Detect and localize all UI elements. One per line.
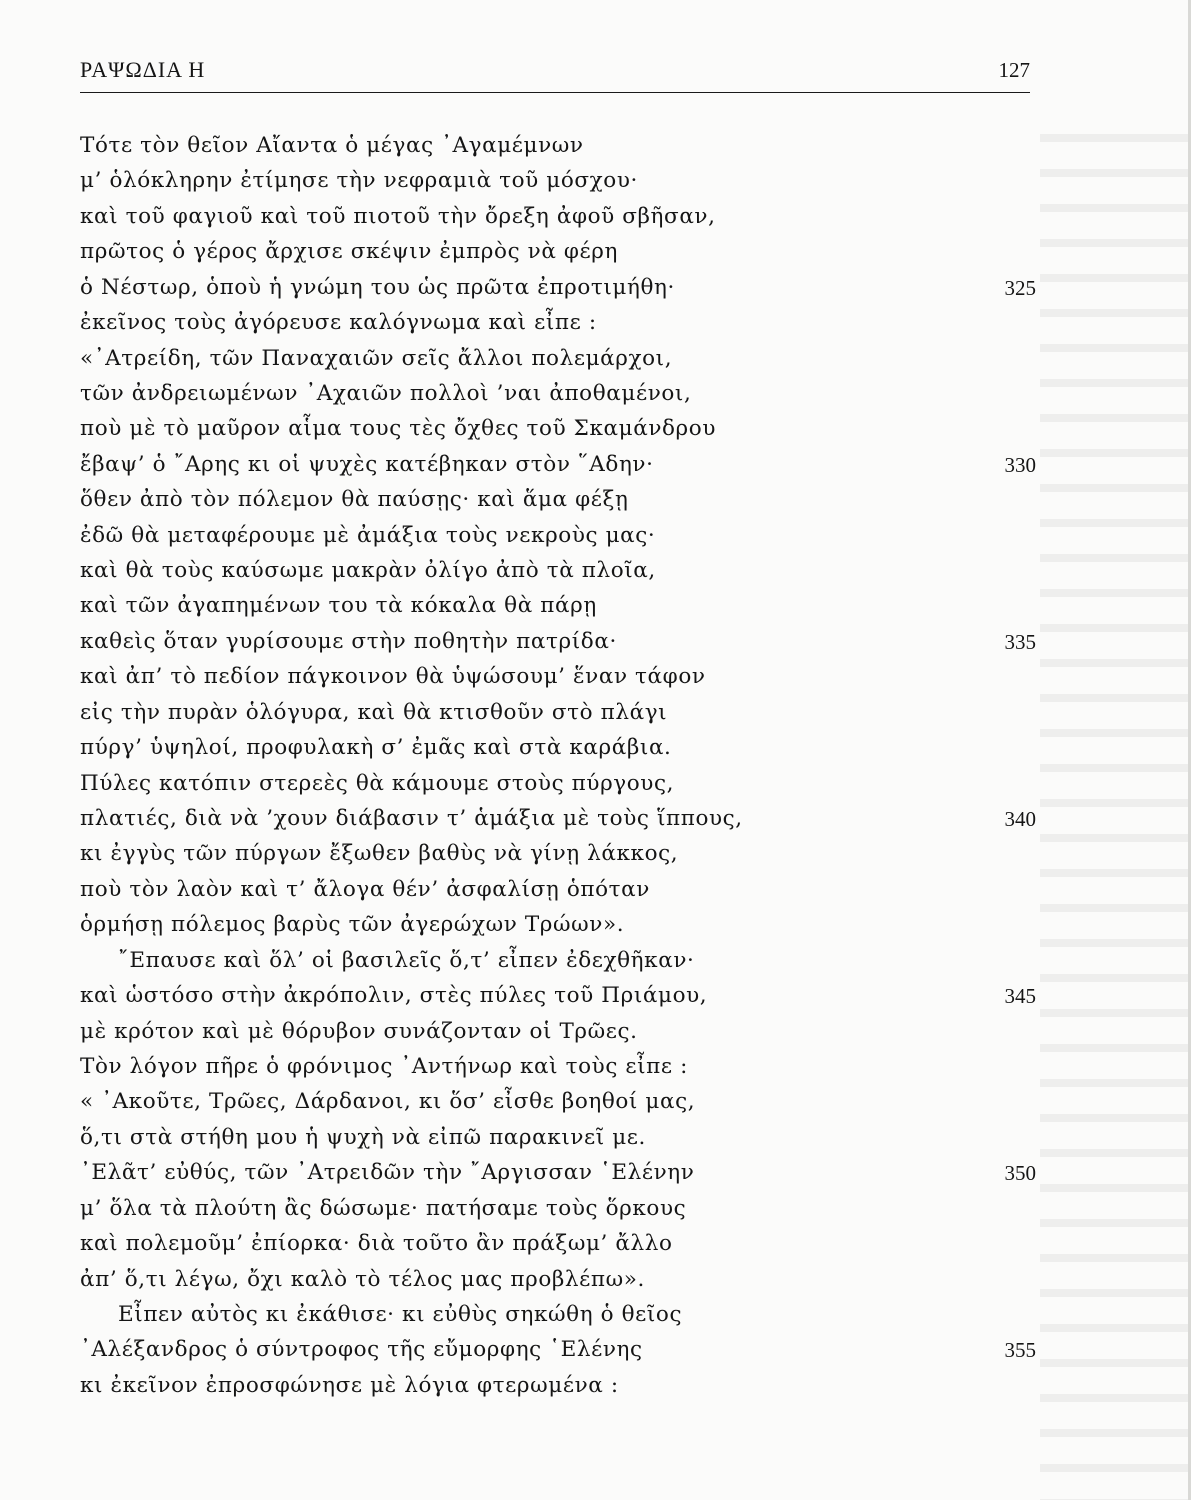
verse-line (0, 1372, 1191, 1407)
verse-line (0, 1336, 1191, 1371)
verse-line (0, 132, 1191, 167)
verse-text: καὶ θὰ τοὺς καύσωμε μακρὰν ὀλίγο ἀπὸ τὰ πλοῖα, (80, 558, 656, 584)
verse-line (0, 770, 1191, 805)
verse-line (0, 1266, 1191, 1301)
verse-line (0, 911, 1191, 946)
verse-line (0, 628, 1191, 663)
verse-text: μ’ ὅλα τὰ πλούτη ἂς δώσωμε· πατήσαμε τοὺς ὅρκους (80, 1195, 687, 1221)
verse-line (0, 805, 1191, 840)
verse-text: καὶ τοῦ φαγιοῦ καὶ τοῦ πιοτοῦ τὴν ὄρεξη ἀφοῦ σβῆσαν, (80, 203, 716, 229)
verse-line (0, 274, 1191, 309)
verse-text: ῎Επαυσε καὶ ὅλ’ οἱ βασιλεῖς ὅ,τ’ εἶπεν ἐδεχθῆκαν· (118, 947, 695, 973)
verse-text: καθεὶς ὅταν γυρίσουμε στὴν ποθητὴν πατρίδα· (80, 628, 617, 654)
verse-text: πλατιές, διὰ νὰ ’χουν διάβασιν τ’ ἁμάξια μὲ τοὺς ἵππους, (80, 806, 743, 832)
verse-line (0, 522, 1191, 557)
verse-text: ἐκεῖνος τοὺς ἀγόρευσε καλόγνωμα καὶ εἶπε : (80, 310, 597, 336)
verse-text: ἐδῶ θὰ μεταφέρουμε μὲ ἀμάξια τοὺς νεκροὺς μας· (80, 522, 656, 548)
verse-text: ἔβαψ’ ὁ ῎Αρης κι οἱ ψυχὲς κατέβηκαν στὸν ῞Αδην· (80, 451, 654, 477)
verse-line (0, 840, 1191, 875)
verse-line (0, 876, 1191, 911)
page-header (80, 58, 1030, 88)
verse-line (0, 592, 1191, 627)
running-head: ΡΑΨΩΔΙΑ Η (80, 57, 206, 82)
verse-text: Τὸν λόγον πῆρε ὁ φρόνιμος ᾿Αντήνωρ καὶ τοὺς εἶπε : (80, 1053, 688, 1079)
verse-text: μ’ ὁλόκληρην ἐτίμησε τὴν νεφραμιὰ τοῦ μόσχου· (80, 168, 638, 194)
verse-text: τῶν ἀνδρειωμένων ᾿Αχαιῶν πολλοὶ ’ναι ἀποθαμένοι, (80, 380, 692, 406)
verse-text: καὶ τῶν ἀγαπημένων του τὰ κόκαλα θὰ πάρῃ (80, 593, 597, 619)
verse-line (0, 982, 1191, 1017)
verse-line (0, 309, 1191, 344)
verse-line (0, 345, 1191, 380)
page-number: 127 (998, 58, 1030, 82)
verse-text: Εἶπεν αὐτὸς κι ἐκάθισε· κι εὐθὺς σηκώθη ὁ θεῖος (118, 1301, 683, 1327)
line-number: 340 (1004, 807, 1036, 832)
header-rule (80, 92, 1030, 93)
verse-text: πρῶτος ὁ γέρος ἄρχισε σκέψιν ἐμπρὸς νὰ φέρη (80, 239, 618, 265)
verse-text: ᾿Αλέξανδρος ὁ σύντροφος τῆς εὔμορφης ῾Ελένης (80, 1337, 643, 1363)
verse-line (0, 1124, 1191, 1159)
line-number: 355 (1004, 1338, 1036, 1363)
verse-text: ὅ,τι στὰ στήθη μου ἡ ψυχὴ νὰ εἰπῶ παρακινεῖ με. (80, 1124, 646, 1150)
verse-line (0, 451, 1191, 486)
verse-line (0, 734, 1191, 769)
line-number: 325 (1004, 275, 1036, 300)
verse-text: Πύλες κατόπιν στερεὲς θὰ κάμουμε στοὺς πύργους, (80, 770, 675, 796)
verse-line (0, 663, 1191, 698)
line-number: 330 (1004, 452, 1036, 477)
verse-text: « ᾿Ακοῦτε, Τρῶες, Δάρδανοι, κι ὅσ’ εἶσθε βοηθοί μας, (80, 1089, 696, 1115)
verse-line (0, 1088, 1191, 1123)
verse-line (0, 1195, 1191, 1230)
verse-text: ποὺ τὸν λαὸν καὶ τ’ ἄλογα θέν’ ἀσφαλίσῃ ὁπόταν (80, 876, 650, 902)
verse-line (0, 238, 1191, 273)
verse-text: «᾿Ατρείδη, τῶν Παναχαιῶν σεῖς ἄλλοι πολεμάρχοι, (80, 345, 673, 371)
verse-text: ὁρμήσῃ πόλεμος βαρὺς τῶν ἀγερώχων Τρώων». (80, 912, 625, 938)
verse-line (0, 1301, 1191, 1336)
verse-text: κι ἐγγὺς τῶν πύργων ἔξωθεν βαθὺς νὰ γίνῃ λάκκος, (80, 841, 679, 867)
verse-text: ᾿Ελᾶτ’ εὐθύς, τῶν ᾿Ατρειδῶν τὴν ῎Αργισσαν ῾Ελένην (80, 1160, 695, 1186)
verse-line (0, 1018, 1191, 1053)
verse-line (0, 557, 1191, 592)
verse-text: κι ἐκεῖνον ἐπροσφώνησε μὲ λόγια φτερωμένα : (80, 1372, 619, 1398)
verse-text: καὶ πολεμοῦμ’ ἐπίορκα· διὰ τοῦτο ἂν πράξωμ’ ἄλλο (80, 1231, 673, 1257)
verse-text: μὲ κρότον καὶ μὲ θόρυβον συνάζονταν οἱ Τρῶες. (80, 1018, 638, 1044)
verse-text: πύργ’ ὑψηλοί, προφυλακὴ σ’ ἐμᾶς καὶ στὰ καράβια. (80, 735, 672, 761)
verse-line (0, 167, 1191, 202)
verse-line (0, 203, 1191, 238)
verse-text: καὶ ὡστόσο στὴν ἀκρόπολιν, στὲς πύλες τοῦ Πριάμου, (80, 983, 708, 1009)
line-number: 350 (1004, 1161, 1036, 1186)
verse-line (0, 699, 1191, 734)
verse-text: ποὺ μὲ τὸ μαῦρον αἷμα τους τὲς ὄχθες τοῦ Σκαμάνδρου (80, 416, 717, 442)
verse-line (0, 1159, 1191, 1194)
line-number: 335 (1004, 629, 1036, 654)
line-number: 345 (1004, 984, 1036, 1009)
verse-text: Τότε τὸν θεῖον Αἴαντα ὁ μέγας ᾿Αγαμέμνων (80, 133, 584, 158)
verse-line (0, 1230, 1191, 1265)
verse-text: ὁ Νέστωρ, ὁποὺ ἡ γνώμη του ὡς πρῶτα ἐπροτιμήθη· (80, 274, 675, 300)
verse-line (0, 486, 1191, 521)
verse-text: εἰς τὴν πυρὰν ὁλόγυρα, καὶ θὰ κτισθοῦν στὸ πλάγι (80, 699, 668, 725)
verse-text: ἀπ’ ὅ,τι λέγω, ὄχι καλὸ τὸ τέλος μας προβλέπω». (80, 1266, 645, 1292)
verse-line (0, 415, 1191, 450)
verse-line (0, 1053, 1191, 1088)
verse-line (0, 947, 1191, 982)
verse-text: ὅθεν ἀπὸ τὸν πόλεμον θὰ παύσῃς· καὶ ἅμα φέξῃ (80, 487, 629, 513)
verse-line (0, 380, 1191, 415)
verse-block (0, 132, 1191, 1407)
verse-text: καὶ ἀπ’ τὸ πεδίον πάγκοινον θὰ ὑψώσουμ’ ἕναν τάφον (80, 664, 706, 690)
